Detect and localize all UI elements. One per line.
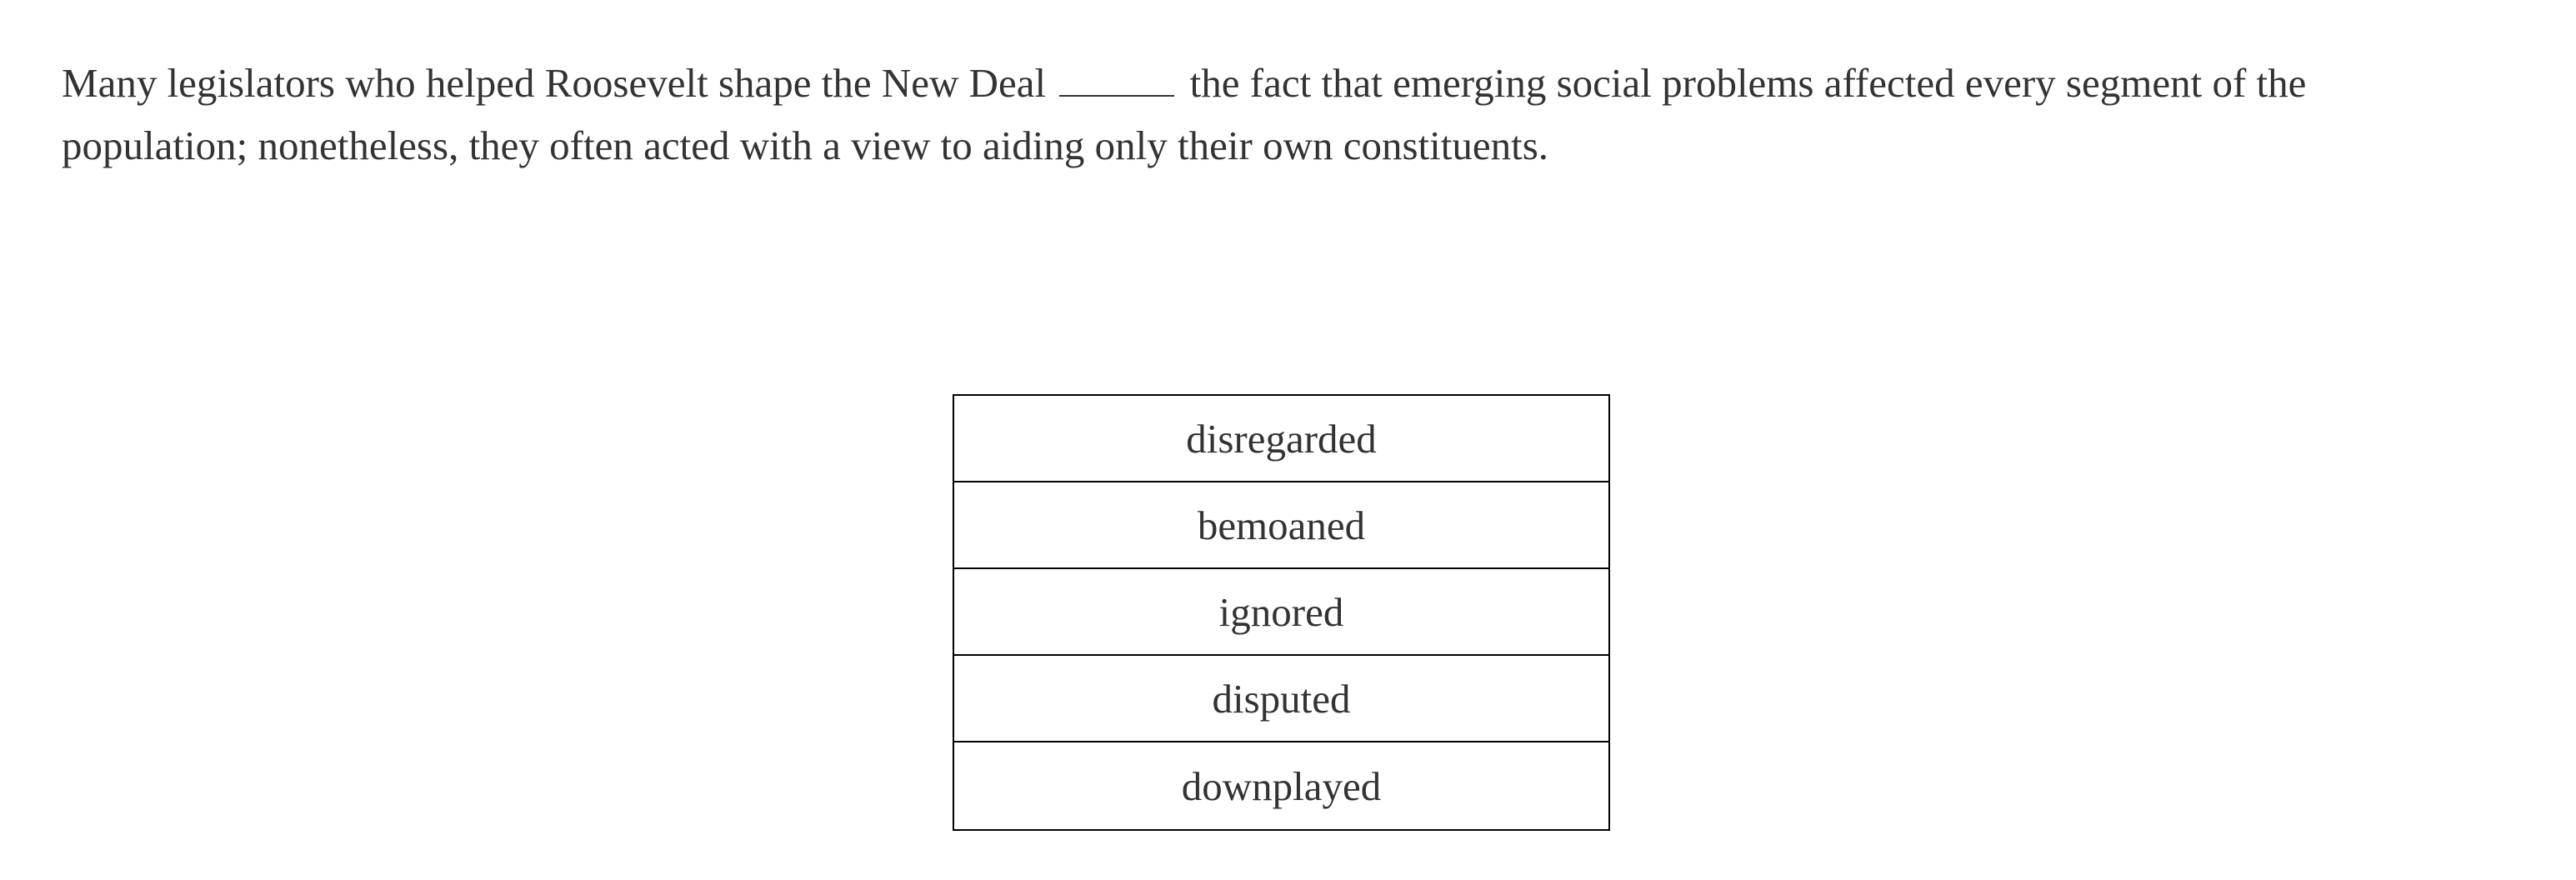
choice-disregarded[interactable]: disregarded (954, 396, 1608, 482)
answer-blank (1059, 58, 1174, 97)
answer-choices (953, 394, 1610, 831)
question-text (62, 52, 2478, 177)
question-text-before-blank: Many legislators who helped Roosevelt shape the New Deal (62, 60, 1047, 106)
choice-ignored[interactable]: ignored (954, 569, 1608, 656)
choice-disputed[interactable]: disputed (954, 656, 1608, 742)
choice-downplayed[interactable]: downplayed (1181, 762, 1382, 809)
choice-bemoaned[interactable]: bemoaned (954, 482, 1608, 569)
question-text-after-blank: the fact that emerging social problems affected every segment of the population; nonetheless, they often acted with a view to aiding only their own constituents. (62, 60, 2307, 168)
